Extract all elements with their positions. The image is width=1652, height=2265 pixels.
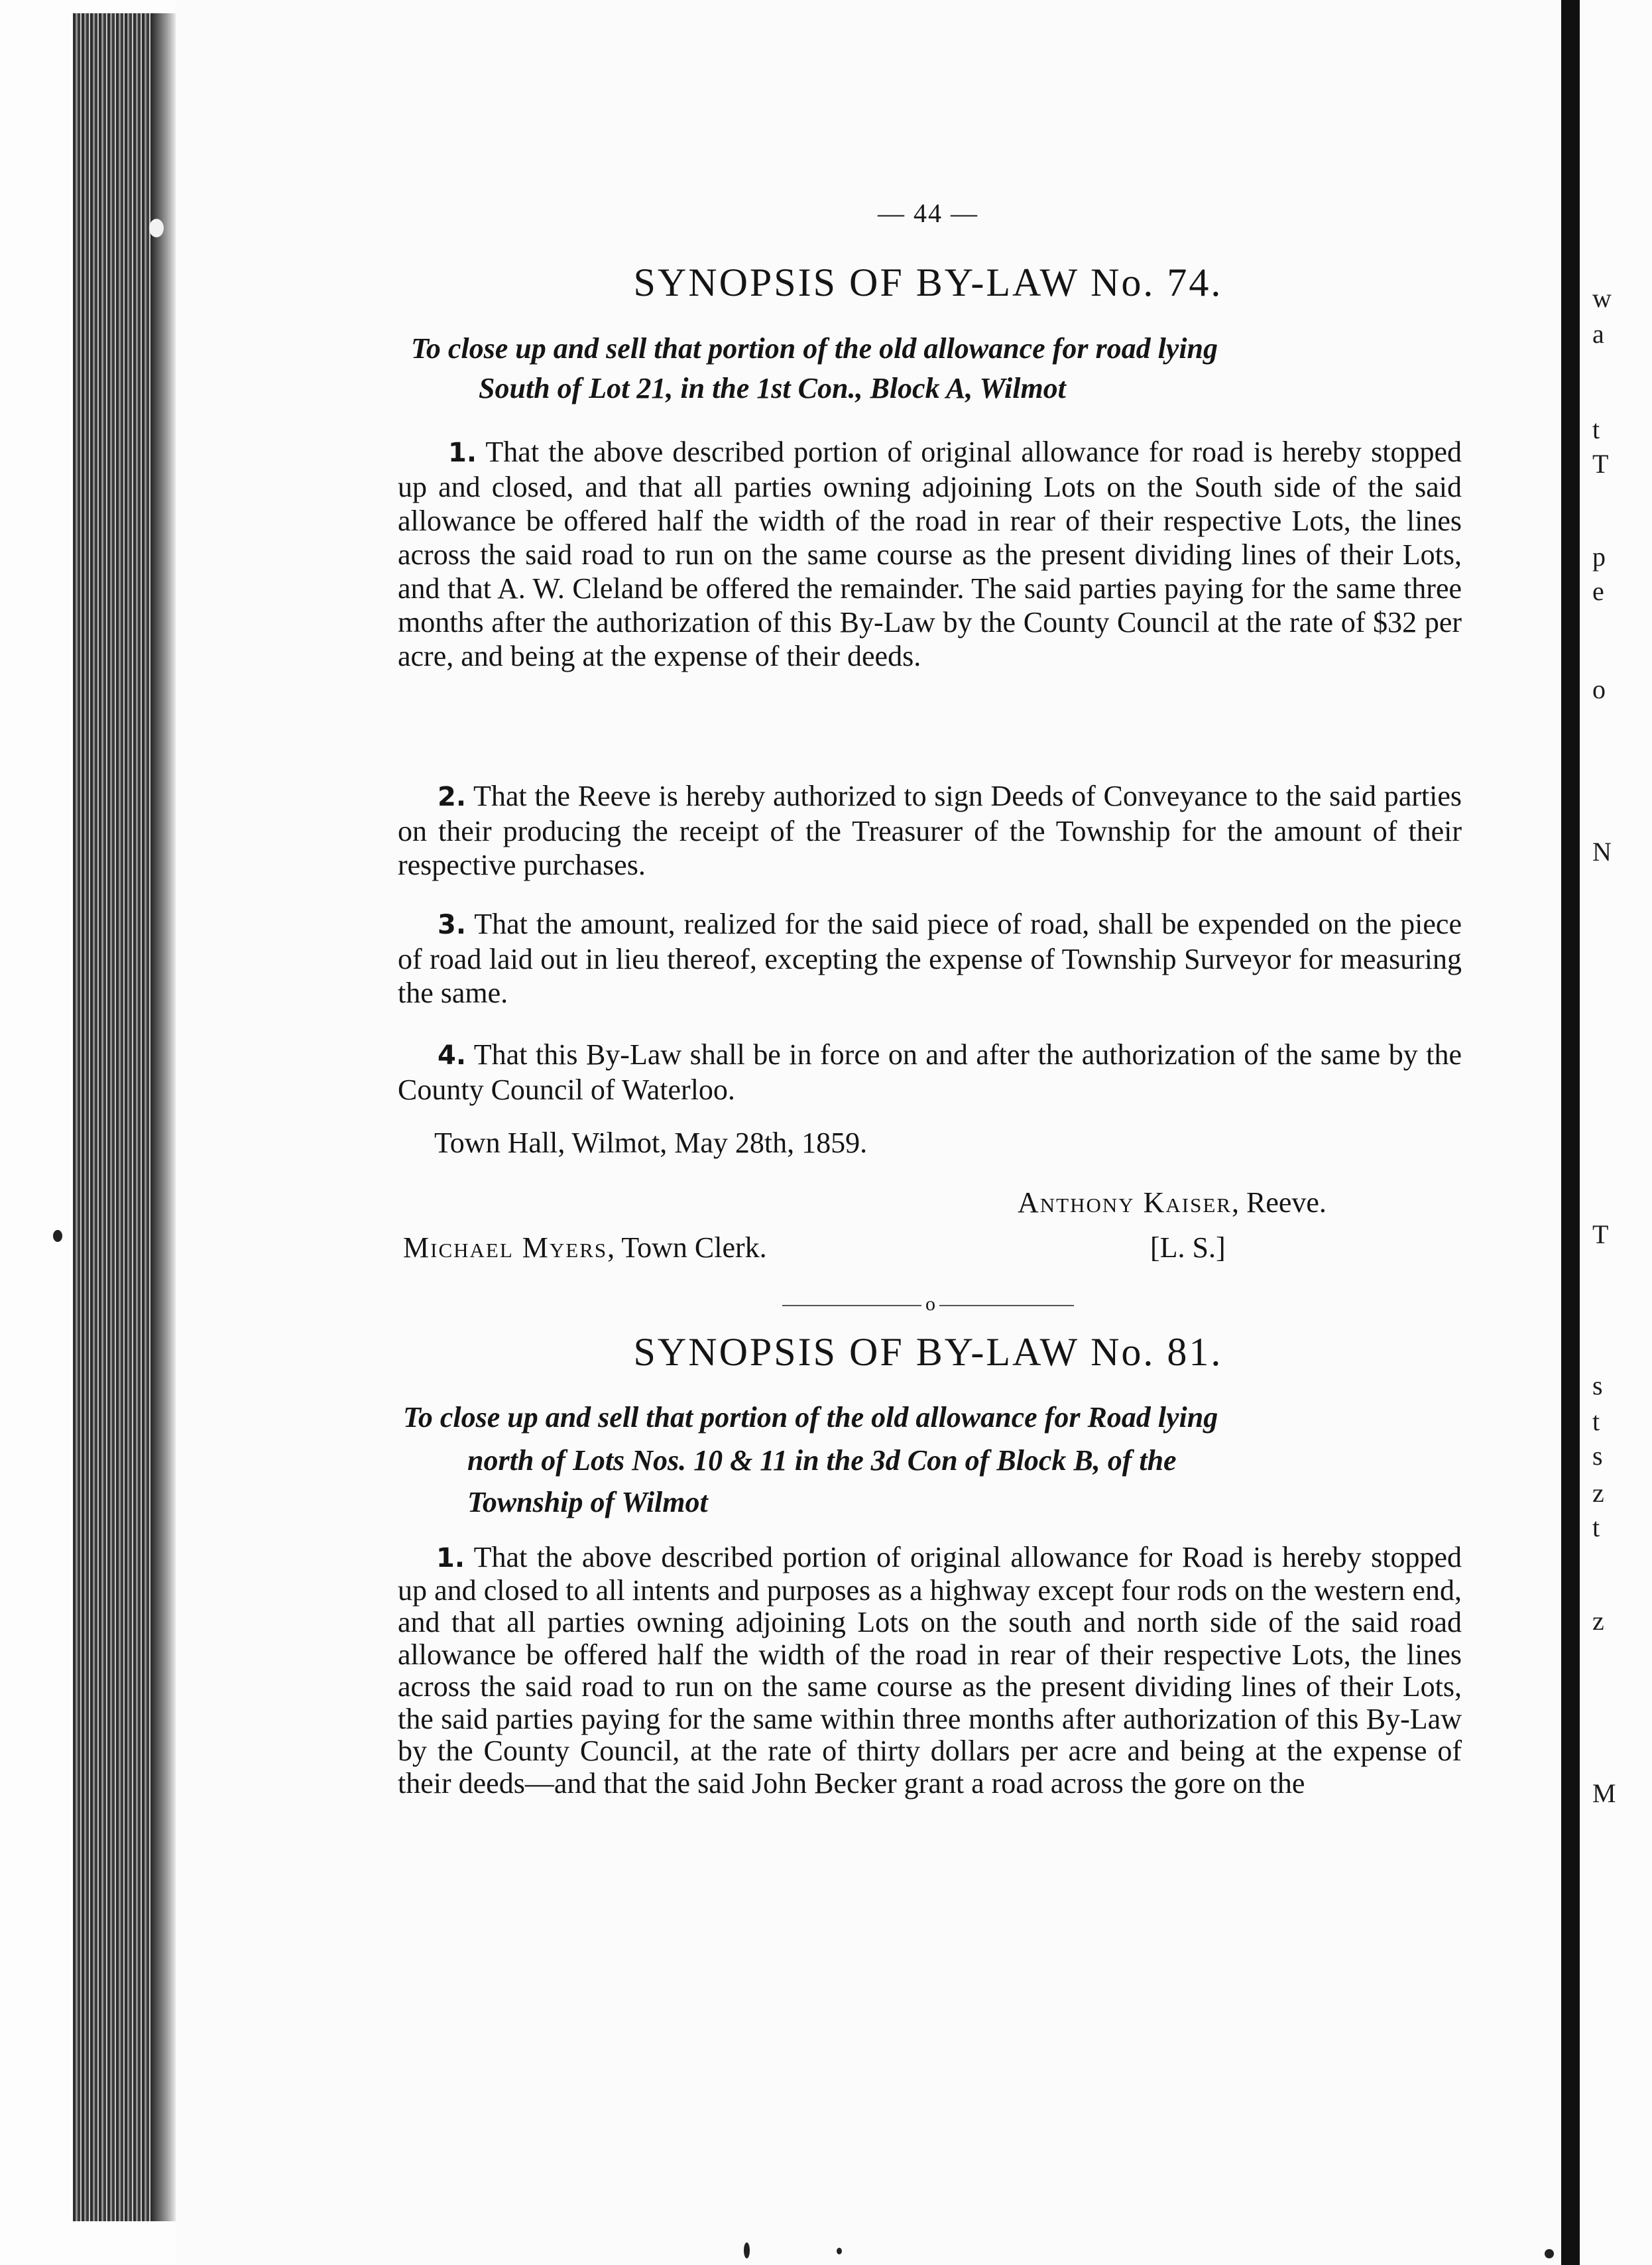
bylaw-81-title: SYNOPSIS OF BY-LAW No. 81. — [633, 1330, 1223, 1374]
facing-page-fragment: T — [1592, 449, 1609, 479]
section-number: 1. — [436, 1543, 465, 1573]
scan-speck — [149, 219, 164, 237]
facing-page-fragment: a — [1592, 319, 1604, 349]
section-number: 4. — [438, 1040, 467, 1071]
scan-speck — [837, 2248, 842, 2254]
divider-ornament: o — [921, 1294, 939, 1314]
bylaw-74-section-1 — [398, 435, 1462, 673]
section-number: 3. — [438, 910, 467, 940]
facing-page-fragment: N — [1592, 837, 1612, 867]
section-text: That the Reeve is hereby authorized to sign Deeds of Conveyance to the said parties on their producing the receipt of the Treasurer of the Township for the amount of their respective purchases. — [398, 780, 1462, 881]
page-number: — 44 — — [878, 198, 978, 228]
facing-page — [1580, 0, 1652, 2265]
section-text: That the above described portion of original allowance for road is hereby stopped up and closed, and that all parties owning adjoining Lots on the South side of the said allowance be offered half the width of the road in rear of their respective Lots, the lines across the said road to run on the same course as the present dividing lines of their Lots, and that A. W. Cleland be offered the remainder. The said parties paying for the same three months after the authorization of this By-Law by the County Council at the rate of $32 per acre, and being at the expense of their deeds. — [398, 436, 1462, 672]
page-stack-shadow — [152, 13, 176, 2221]
bylaw-74-subtitle-line1: To close up and sell that portion of the old allowance for road lying — [411, 332, 1218, 365]
bylaw-81-subtitle-line1: To close up and sell that portion of the old allowance for Road lying — [403, 1401, 1218, 1434]
bylaw-74-subtitle-line2: South of Lot 21, in the 1st Con., Block A, Wilmot — [479, 372, 1066, 404]
reeve-title: , Reeve. — [1232, 1186, 1327, 1219]
bylaw-74-section-3 — [398, 907, 1462, 1010]
book-gutter — [1561, 0, 1580, 2265]
facing-page-fragment: s — [1592, 1441, 1603, 1471]
bylaw-81-subtitle-line2: north of Lots Nos. 10 & 11 in the 3d Con of Block B, of the — [467, 1444, 1177, 1477]
bylaw-81-subtitle-line3: Township of Wilmot — [467, 1486, 708, 1518]
facing-page-fragment: z — [1592, 1478, 1604, 1508]
facing-page-fragment: s — [1592, 1371, 1603, 1400]
section-number: 2. — [438, 782, 467, 812]
facing-page-fragment: p — [1592, 542, 1606, 572]
facing-page-fragment: z — [1592, 1606, 1604, 1636]
facing-page-fragment: T — [1592, 1219, 1609, 1249]
scan-speck — [53, 1230, 62, 1242]
bylaw-74-clerk-signature — [403, 1231, 767, 1264]
section-number: 1. — [448, 438, 477, 468]
bylaw-74-reeve-signature — [1018, 1186, 1327, 1219]
bylaw-74-section-4 — [398, 1038, 1462, 1107]
facing-page-fragment: t — [1592, 414, 1600, 444]
bylaw-74-section-2 — [398, 779, 1462, 882]
section-text: That this By-Law shall be in force on and after the authorization of the same by the County Council of Waterloo. — [398, 1038, 1462, 1106]
section-text: That the above described portion of original allowance for Road is hereby stopped up and closed to all intents and purposes as a highway except four rods on the western end, and that all parties owning adjoining Lots on the south and north side of the said road allowance be offered half the width of the road in rear of their respective Lots, the lines across the said road to run on the same course as the present dividing lines of their Lots, the said parties paying for the same within three months after authorization of this By-Law by the County Council, at the rate of thirty dollars per acre and being at the expense of their deeds—and that the said John Becker grant a road across the gore on the — [398, 1541, 1462, 1800]
bylaw-74-seal: [L. S.] — [1150, 1231, 1226, 1264]
facing-page-fragment: M — [1592, 1778, 1616, 1808]
scan-speck — [744, 2242, 750, 2258]
bylaw-74-place-date: Town Hall, Wilmot, May 28th, 1859. — [434, 1127, 868, 1159]
scan-speck — [1545, 2249, 1554, 2258]
bylaw-81-section-1 — [398, 1542, 1462, 1800]
clerk-title: , Town Clerk. — [607, 1231, 767, 1264]
clerk-name: Michael Myers — [403, 1231, 608, 1264]
facing-page-fragment: e — [1592, 576, 1604, 606]
facing-page-fragment: w — [1592, 283, 1612, 313]
section-text: That the amount, realized for the said piece of road, shall be expended on the piece of road laid out in lieu thereof, excepting the expense of Township Surveyor for measuring the same. — [398, 908, 1462, 1009]
reeve-name: Anthony Kaiser — [1018, 1186, 1232, 1219]
facing-page-fragment: o — [1592, 674, 1606, 704]
facing-page-fragment: t — [1592, 1406, 1600, 1436]
facing-page-fragment: t — [1592, 1512, 1600, 1542]
bylaw-74-title: SYNOPSIS OF BY-LAW No. 74. — [633, 261, 1223, 304]
